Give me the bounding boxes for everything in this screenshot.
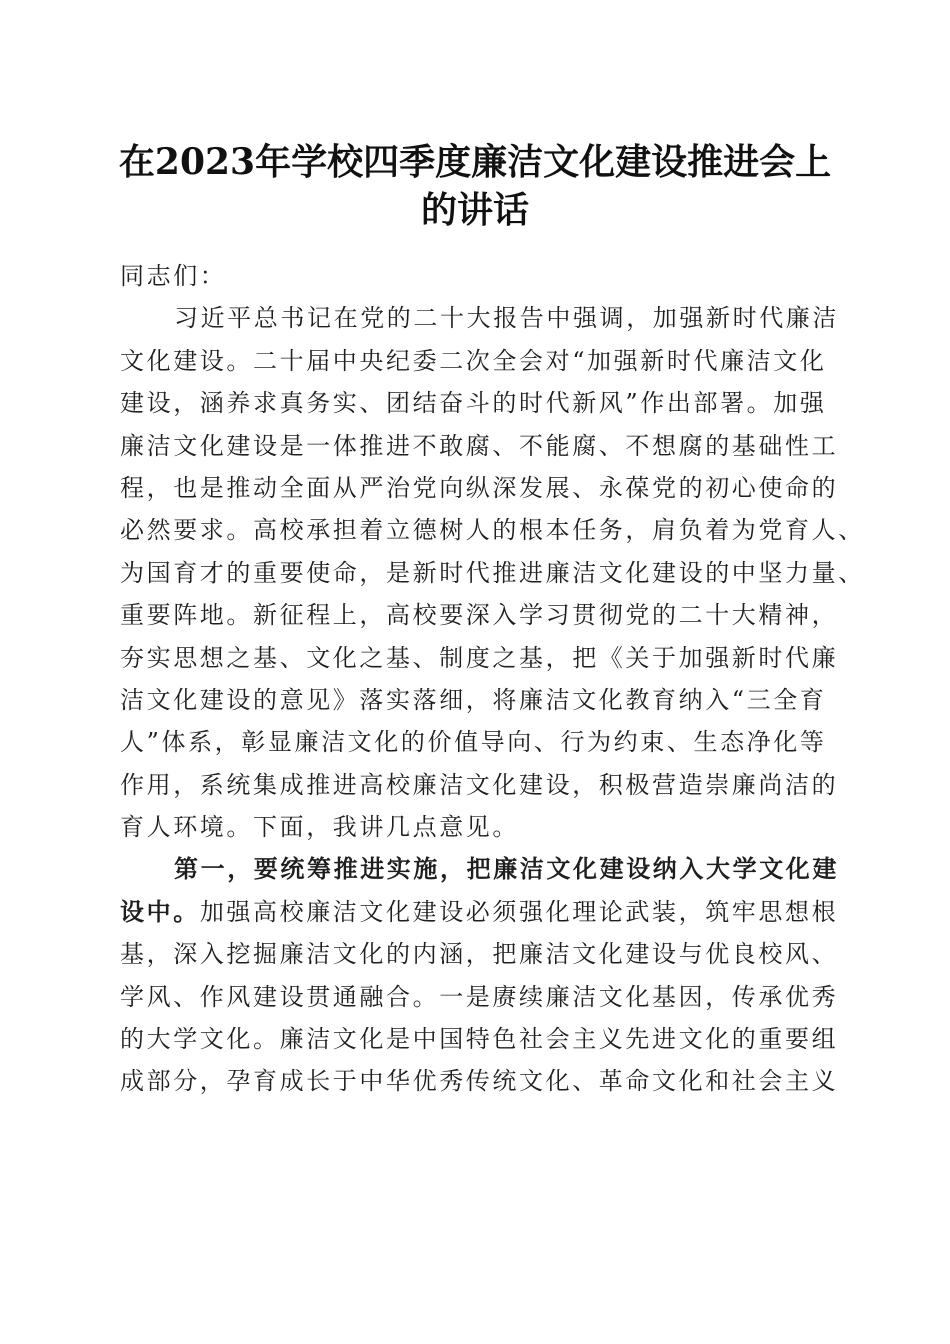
paragraph-line-rest: 加强高校廉洁文化建设必须强化理论武装，筑牢思想根 [199,897,839,926]
paragraph-line: 建设，涵养求真务实、团结奋斗的时代新风”作出部署。加强 [120,389,827,418]
document-body [120,255,865,1103]
paragraph-line: 学风、作风建设贯通融合。一是赓续廉洁文化基因，传承优秀 [120,982,839,1011]
paragraph-line: 文化建设。二十届中央纪委二次全会对“加强新时代廉洁文化 [120,346,827,375]
paragraph-line: 习近平总书记在党的二十大报告中强调，加强新时代廉洁 [174,304,839,333]
paragraph-2 [120,848,839,1102]
section-heading-end: 设中。 [120,896,200,926]
paragraph-line: 为国育才的重要使命，是新时代推进廉洁文化建设的中坚力量、 [120,558,865,587]
paragraph-1 [120,297,865,848]
section-heading-line: 第一，要统筹推进实施，把廉洁文化建设纳入大学文化建 [174,854,839,884]
title-line-2: 的讲话 [420,189,529,231]
paragraph-line: 重要阵地。新征程上，高校要深入学习贯彻党的二十大精神， [120,601,839,630]
paragraph-line: 成部分，孕育成长于中华优秀传统文化、革命文化和社会主义 [120,1067,839,1096]
paragraph-line [120,891,839,933]
paragraph-line: 洁文化建设的意见》落实落细，将廉洁文化教育纳入“三全育 [120,685,827,714]
paragraph-line: 育人环境。下面，我讲几点意见。 [120,813,519,842]
paragraph-line: 夯实思想之基、文化之基、制度之基，把《关于加强新时代廉 [120,643,839,672]
paragraph-line: 的大学文化。廉洁文化是中国特色社会主义先进文化的重要组 [120,1025,839,1054]
paragraph-line: 人”体系，彰显廉洁文化的价值导向、行为约束、生态净化等 [120,728,827,757]
document-title [100,138,850,234]
paragraph-line: 廉洁文化建设是一体推进不敢腐、不能腐、不想腐的基础性工 [120,431,839,460]
title-line-1: 在2023年学校四季度廉洁文化建设推进会上 [118,141,832,183]
salutation: 同志们： [120,262,227,290]
paragraph-line: 程，也是推动全面从严治党向纵深发展、永葆党的初心使命的 [120,473,839,502]
paragraph-line: 作用，系统集成推进高校廉洁文化建设，积极营造崇廉尚洁的 [120,770,839,799]
paragraph-line: 基，深入挖掘廉洁文化的内涵，把廉洁文化建设与优良校风、 [120,940,839,969]
paragraph-line: 必然要求。高校承担着立德树人的根本任务，肩负着为党育人、 [120,516,865,545]
